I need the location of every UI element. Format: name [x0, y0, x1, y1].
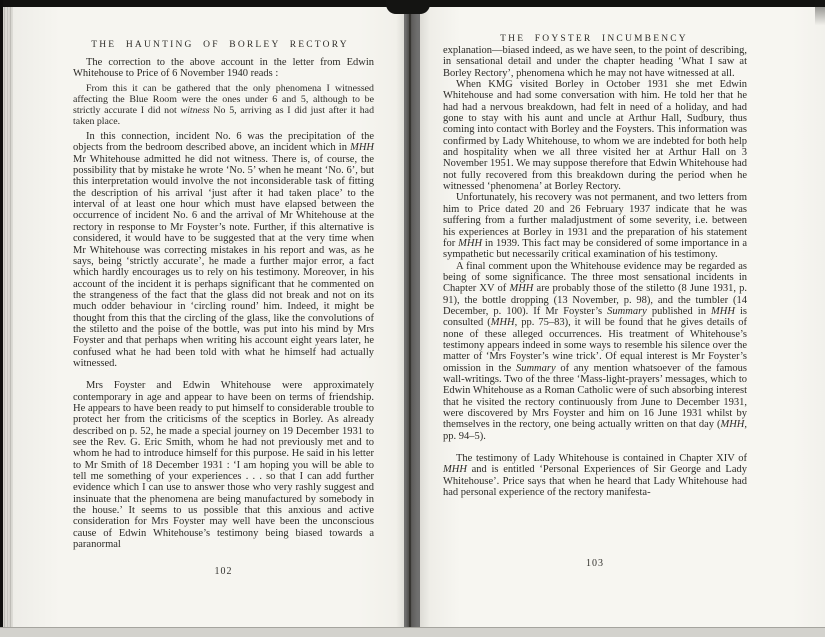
text-run: Summary [607, 305, 647, 317]
text-run: No 5, arriving as I did just after it had taken place. [73, 105, 375, 128]
body-paragraph [443, 192, 747, 260]
text-run: Summary [515, 362, 556, 374]
text-run: are probably those of the stiletto (8 June 1931, p. 91), the bottle dropping (13 November, p. 98), and the tumbler (14 December, p. 100). If Mr Foyster’s [443, 283, 747, 317]
text-run: is consulted ( [443, 305, 747, 329]
body-paragraph [73, 380, 374, 550]
text-run: When KMG visited Borley in October 1931 she met Edwin Whitehouse and had some conversation with him. He told her that he had had a nervous breakdown, had felt in need of a holiday, and had gone to stay with his aunt and uncle at Arthur Hall, Sudbury, thus coming into contact with Borley and the Foysters. This information was confirmed by Lady Whitehouse, to whom we are indebted for both help and hospitality when we all three visited her at Arthur Hall on 3 November 1951. We may suppose therefore that Edwin Whitehouse had not fully recovered from this breakdown during the period when he witnessed ‘phenomena’ at Borley Rectory. [443, 79, 747, 193]
body-paragraph [73, 131, 374, 369]
text-run: MHH [443, 464, 467, 476]
top-right-edge [815, 0, 825, 30]
text-run: MHH [509, 283, 534, 295]
text-run: MHH [350, 142, 374, 154]
text-run: , pp. 94–5). [443, 419, 747, 442]
text-run: Mr Whitehouse admitted he did not witness. There is, of course, the possibility that by mistake he wrote ‘No. 5’ when he meant ‘No. 6’, but this interpretation would involve the not inconsiderable task of fitting the description of his arrival ‘just after it had taken place’ to the interval of at least one hour which must have elapsed between the occurrence of incident No. 6 and the arrival of Mr Whitehouse at the rectory in response to Mr Foyster’s note. Further, if this alternative is considered, it would have to be suggested that at the very time when Mr Whitehouse was correcting mistakes in his report and was, as he says, being ‘strictly accurate’, he made a further major error, a fact which hardly encourages us to rely on his testimony. Moreover, in his account of the incident it is perhaps significant that he commented on the strangeness of the fact that the glass did not break and not on its much odder behaviour in ‘circling round’ him. Indeed, it might be thought from this that the circling of the glass, like the convolutions of the stiletto and the poise of the bottle, was put into his mind by Mrs Foyster and that perhaps when writing his account eight years later, he confused what he had been told with what he himself had actually witnessed. [73, 153, 374, 369]
text-run: A final comment upon the Whitehouse evidence may be regarded as being of some significance. The three most sensational incidents in Chapter XV of [443, 260, 747, 295]
body-paragraph [443, 453, 747, 498]
page-stack-edges [3, 7, 13, 628]
block-quote [73, 83, 374, 127]
text-run: of any mention whatsoever of the famous wall-writings. Two of the three ‘Mass-light-prayers’ messages, which to Edwin Whitehouse as a Roman Catholic were of such absorbing interest that he visited the rectory continuously from June to December 1931, were discovered by Mrs Foyster and him on 16 June 1931 whilst by themselves in the rectory, one being actually written on that day ( [443, 362, 748, 431]
book-spine-line [409, 7, 411, 628]
text-run: and is entitled ‘Personal Experiences of Sir George and Lady Whitehouse’. Price says that when he heard that Lady Whitehouse had had personal experience of the rectory manifesta- [443, 464, 747, 499]
book-gutter-shadow [396, 7, 430, 628]
text-run: From this it can be gathered that the only phenomena I witnessed affecting the Blue Room were the ones under 6 and 5, although to be strictly accurate I did not [73, 83, 374, 117]
text-run: MHH [711, 305, 735, 317]
text-run: witness [180, 105, 210, 117]
text-run: MHH [490, 317, 515, 329]
text-run: explanation—biased indeed, as we have seen, to the point of describing, in sensational detail and under the chapter heading ‘What I saw at Borley Rectory’, phenomena which he may not have witnessed at all. [443, 45, 747, 79]
text-run: Unfortunately, his recovery was not permanent, and two letters from him to Price dated 20 and 26 February 1937 indicate that he was suffering from a further maladjustment of some severity, i.e. between his experiences at Borley in 1931 and the preparation of his statement for [443, 192, 747, 249]
right-page-text [443, 45, 747, 498]
body-paragraph [443, 79, 747, 192]
text-run: Mrs Foyster and Edwin Whitehouse were approximately contemporary in age and appear to have been on terms of friendship. He appears to have been ready to put himself to considerable trouble to protect her from the criticisms of the sceptics in Borley. As already described on p. 52, he made a special journey on 19 December 1931 to see the Rev. G. Eric Smith, whom he had not previously met and to whom he had to introduce himself for this purpose. He said in his letter to Mr Smith of 18 December 1931 : ‘I am hoping you will be able to tell me something of your experiences . . . so that I can add further evidence which I can use to answer those who very rashly suggest and insinuate that the phenomena are being manufactured by somebody in the house.’ It seems to us possible that this anxious and active consideration for Mrs Foyster may well have been the unconscious cause of Edwin Whitehouse’s testimony being biased towards a paranormal [73, 380, 374, 551]
text-run: MHH [720, 419, 745, 431]
text-run: , pp. 75–83), it will be found that he gives details of none of these alleged occurrences. His treatment of Whitehouse’s testimony appears indeed in some ways to resemble his silence over the matter of ‘Mrs Foyster’s wine trick’. Of equal interest is Mr Foyster’s omission in the [443, 317, 747, 374]
left-cover-edge [0, 0, 3, 637]
left-page-number: 102 [214, 566, 233, 577]
text-run: published in [646, 305, 711, 317]
right-page-number: 103 [586, 558, 604, 569]
left-page-text [73, 57, 374, 550]
text-run: In this connection, incident No. 6 was the precipitation of the objects from the bedroom described above, an incident which in [73, 131, 374, 154]
text-run: The correction to the above account in the letter from Edwin Whitehouse to Price of 6 November 1940 reads : [73, 57, 374, 80]
left-running-head: THE HAUNTING OF BORLEY RECTORY [91, 40, 349, 50]
body-paragraph [443, 45, 747, 79]
right-running-head: THE FOYSTER INCUMBENCY [500, 34, 688, 44]
text-run: The testimony of Lady Whitehouse is contained in Chapter XIV of [456, 453, 747, 465]
body-paragraph [443, 261, 747, 443]
spine-top-shadow [386, 0, 430, 14]
text-run: MHH [458, 237, 483, 249]
body-paragraph [73, 57, 374, 80]
text-run: in 1939. This fact may be considered of some importance in a sympathetic but necessarily critical examination of his testimony. [443, 237, 747, 261]
bottom-table-edge [0, 627, 825, 637]
